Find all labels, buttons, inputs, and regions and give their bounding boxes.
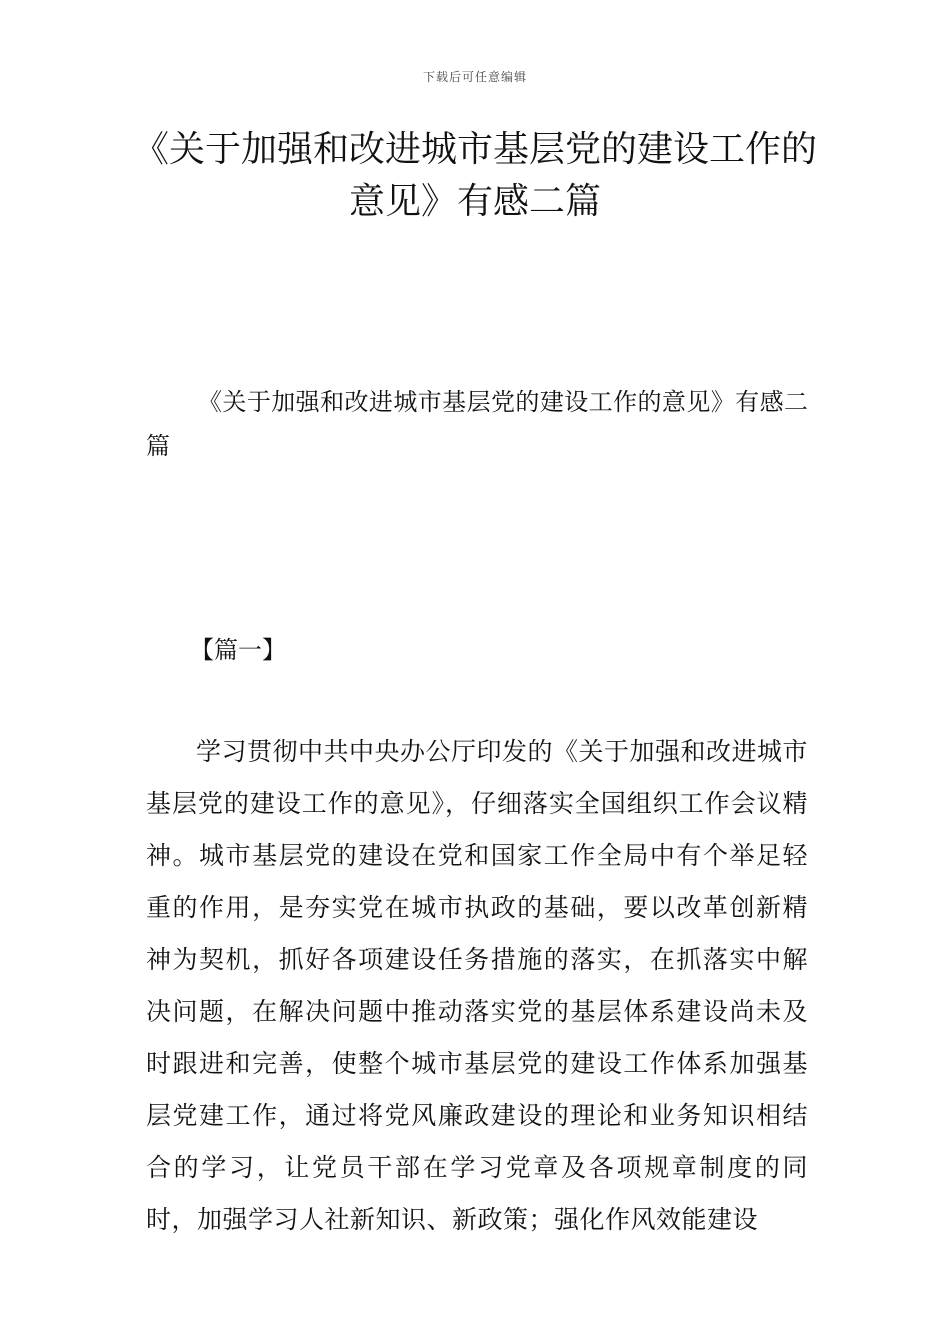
document-subtitle: 《关于加强和改进城市基层党的建设工作的意见》有感二篇	[146, 388, 808, 460]
body-paragraph: 学习贯彻中共中央办公厅印发的《关于加强和改进城市基层党的建设工作的意见》，仔细落实全国组织工作会议精神。城市基层党的建设在党和国家工作全局中有个举足轻重的作用，是夯实党在城市执政的基础，要以改革创新精神为契机，抓好各项建设任务措施的落实，在抓落实中解决问题，在解决问题中推动落实党的基层体系建设尚未及时跟进和完善，使整个城市基层党的建设工作体系加强基层党建工作，通过将党风廉政建设的理论和业务知识相结合的学习，让党员干部在学习党章及各项规章制度的同时，加强学习人社新知识、新政策；强化作风效能建设	[146, 737, 809, 1234]
section-heading: 【篇一】	[190, 636, 286, 664]
header-note: 下载后可任意编辑	[422, 70, 527, 84]
document-title: 《关于加强和改进城市基层党的建设工作的意见》有感二篇	[132, 129, 817, 222]
